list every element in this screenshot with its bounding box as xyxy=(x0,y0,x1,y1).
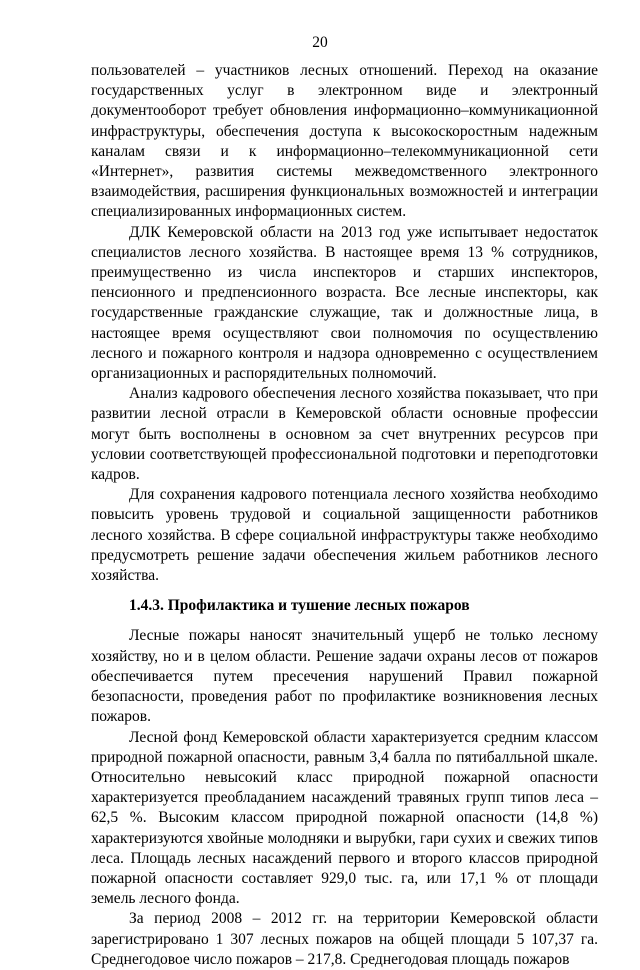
paragraph-staffing-analysis: Анализ кадрового обеспечения лесного хозяйства показывает, что при развитии лесной отрасли в Кемеровской области основные профессии могут быть восполнены в основном за счет внутренних ресурсов при условии соответствующей профессиональной подготовки и переподготовки кадров. xyxy=(91,385,598,484)
paragraph-fire-statistics: За период 2008 – 2012 гг. на территории Кемеровской области зарегистрировано 1 307 лесных пожаров на общей площади 5 107,37 га. Среднегодовое число пожаров – 217,8. Среднегодовая площадь пожаров xyxy=(91,910,598,968)
paragraph-fire-hazard-class: Лесной фонд Кемеровской области характеризуется средним классом природной пожарной опасности, равным 3,4 балла по пятибалльной шкале. Относительно невысокий класс природной пожарной опасности характеризуется преобладанием насаждений травяных групп типов леса – 62,5 %. Высоким классом природной пожарной опасности (14,8 %) характеризуются хвойные молодняки и вырубки, гари сухих и свежих типов леса. Площадь лесных насаждений первого и второго классов природной пожарной опасности составляет 929,0 тыс. га, или 17,1 % от площади земель лесного фонда. xyxy=(91,728,598,908)
paragraph-digital-services: пользователей – участников лесных отношений. Переход на оказание государственных услуг в электронном виде и электронный документооборот требует обновления информационно–коммуникационной инфраструктуры, обеспечения доступа к высокоскоростным надежным каналам связи и к информационно–телекоммуникационной сети «Интернет», развития системы межведомственного электронного взаимодействия, расширения функциональных возможностей и интеграции специализированных информационных систем. xyxy=(91,62,598,221)
document-body xyxy=(91,61,598,970)
paragraph-social-protection: Для сохранения кадрового потенциала лесного хозяйства необходимо повысить уровень трудовой и социальной защищенности работников лесного хозяйства. В сфере социальной инфраструктуры также необходимо предусмотреть решение задачи обеспечения жильем работников лесного хозяйства. xyxy=(91,486,598,585)
section-heading: 1.4.3. Профилактика и тушение лесных пожаров xyxy=(129,597,470,615)
page-number: 20 xyxy=(312,34,328,51)
paragraph-staff-shortage: ДЛК Кемеровской области на 2013 год уже испытывает недостаток специалистов лесного хозяйства. В настоящее время 13 % сотрудников, преимущественно из числа инспекторов и старших инспекторов, пенсионного и предпенсионного возраста. Все лесные инспекторы, как государственные гражданские служащие, так и должностные лица, в настоящее время осуществляют свои полномочия по осуществлению лесного и пожарного контроля и надзора одновременно с осуществлением организационных и распорядительных полномочий. xyxy=(91,223,598,383)
paragraph-forest-fires: Лесные пожары наносят значительный ущерб не только лесному хозяйству, но и в целом области. Решение задачи охраны лесов от пожаров обеспечивается путем пресечения нарушений Правил пожарной безопасности, проведения работ по профилактике возникновения лесных пожаров. xyxy=(91,627,598,726)
